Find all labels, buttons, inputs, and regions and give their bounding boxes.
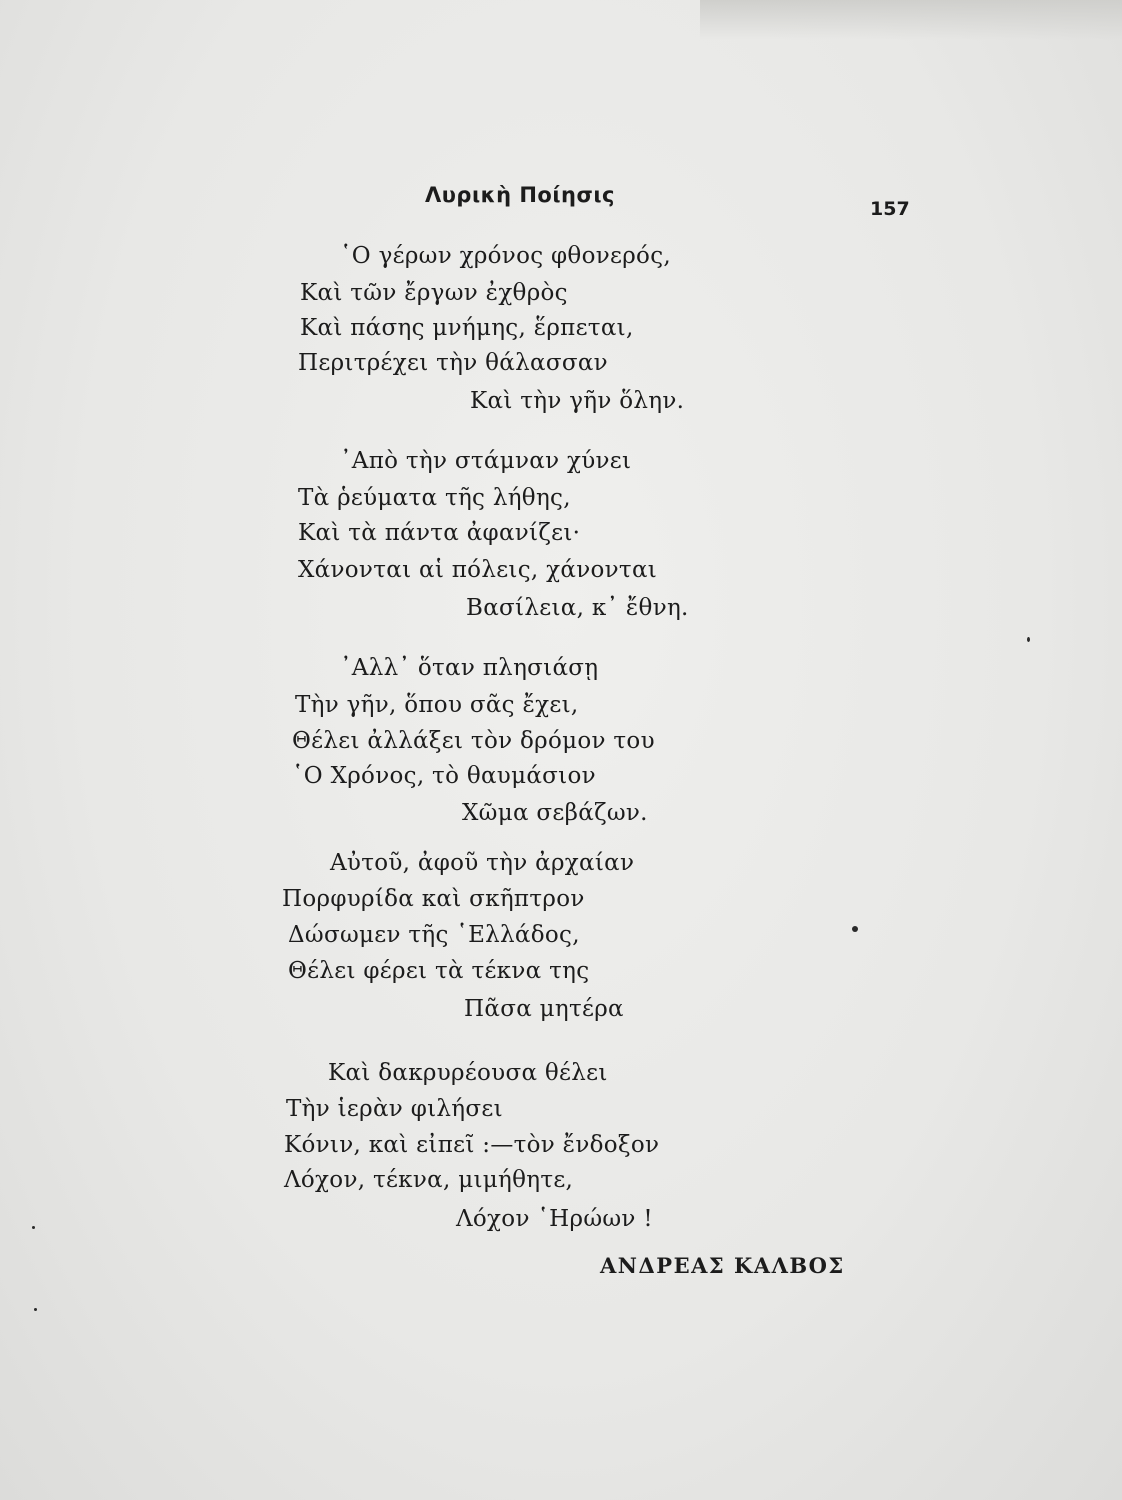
- poem-line: Δώσωμεν τῆς ῾Ελλάδος,: [288, 922, 580, 948]
- poem-line: ῾Ο γέρων χρόνος φθονερός,: [340, 243, 671, 269]
- author-signature: ΑΝΔΡΕΑΣ ΚΑΛΒΟΣ: [600, 1253, 845, 1278]
- poem-line: Τὴν γῆν, ὅπου σᾶς ἔχει,: [295, 692, 579, 718]
- poem-line: ῾Ο Χρόνος, τὸ θαυμάσιον: [292, 763, 596, 789]
- poem-line: Καὶ τὴν γῆν ὅλην.: [470, 388, 685, 414]
- poem-line: Λόχον, τέκνα, μιμήθητε,: [284, 1167, 574, 1193]
- poem-line: Καὶ πάσης μνήμης, ἕρπεται,: [300, 315, 634, 341]
- torn-page-edge: [700, 0, 1122, 40]
- poem-line: Λόχον ῾Ηρώων !: [456, 1206, 653, 1232]
- poem-line: Αὐτοῦ, ἀφοῦ τὴν ἀρχαίαν: [330, 850, 635, 876]
- poem-line: Περιτρέχει τὴν θάλασσαν: [298, 350, 608, 376]
- ink-speck: [32, 1226, 35, 1229]
- running-header-title: Λυρικὴ Ποίησις: [425, 183, 615, 207]
- poem-line: Τὰ ῥεύματα τῆς λήθης,: [298, 485, 571, 511]
- ink-speck: [1027, 637, 1030, 642]
- poem-line: Χάνονται αἱ πόλεις, χάνονται: [298, 557, 658, 583]
- poem-line: Χῶμα σεβάζων.: [462, 800, 648, 826]
- poem-line: Καὶ τὰ πάντα ἀφανίζει·: [298, 520, 581, 546]
- page-number: 157: [870, 198, 910, 220]
- poem-line: Θέλει ἀλλάξει τὸν δρόμον του: [292, 728, 655, 754]
- poem-line: Καὶ τῶν ἔργων ἐχθρὸς: [300, 280, 568, 306]
- poem-line: ᾿Απὸ τὴν στάμναν χύνει: [340, 448, 632, 474]
- poem-line: ᾿Αλλ᾿ ὅταν πλησιάσῃ: [340, 655, 599, 681]
- poem-line: Καὶ δακρυρέουσα θέλει: [328, 1060, 608, 1086]
- ink-speck: [852, 926, 858, 932]
- poem-line: Κόνιν, καὶ εἰπεῖ :—τὸν ἔνδοξον: [284, 1132, 660, 1158]
- ink-speck: [34, 1308, 37, 1311]
- poem-line: Θέλει φέρει τὰ τέκνα της: [288, 958, 590, 984]
- poem-line: Πορφυρίδα καὶ σκῆπτρον: [282, 886, 585, 912]
- poem-line: Βασίλεια, κ᾿ ἔθνη.: [466, 595, 689, 621]
- poem-line: Πᾶσα μητέρα: [464, 996, 624, 1022]
- poem-line: Τὴν ἱερὰν φιλήσει: [286, 1096, 503, 1122]
